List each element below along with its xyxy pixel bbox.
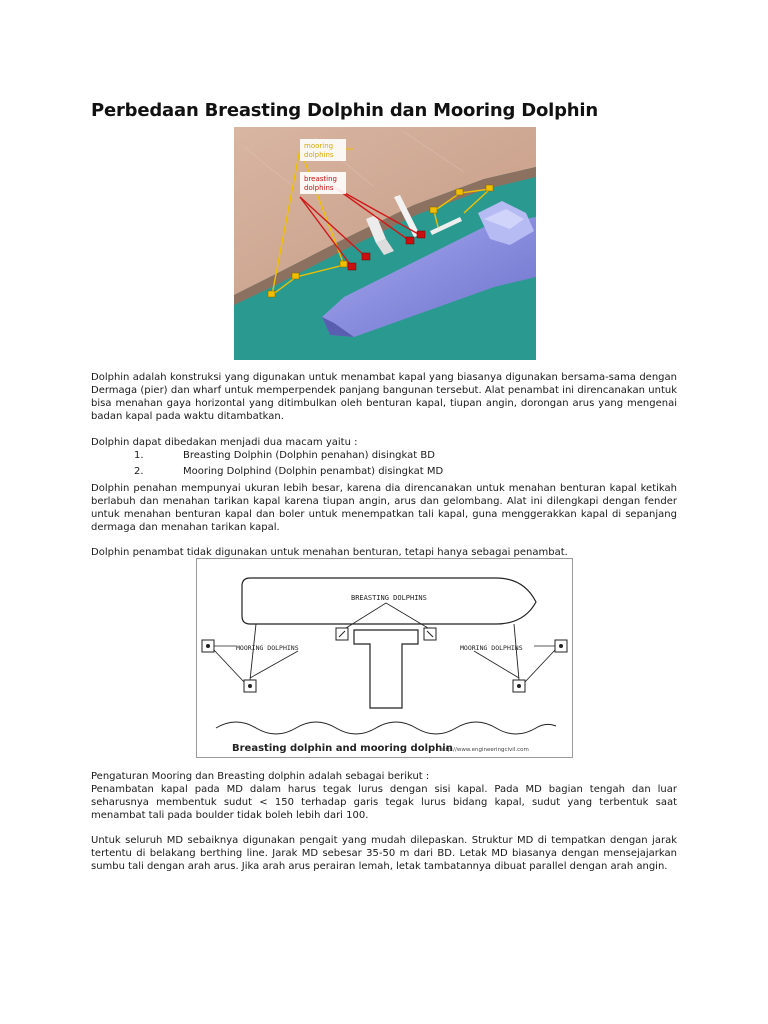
paragraph-arrangement-intro: Pengaturan Mooring dan Breasting dolphin adalah sebagai berikut : <box>91 771 430 782</box>
paragraph-types-intro: Dolphin dapat dibedakan menjadi dua macam yaitu : <box>91 437 358 448</box>
page-title: Perbedaan Breasting Dolphin dan Mooring Dolphin <box>91 100 598 121</box>
breasting-label-line1: breasting <box>304 175 337 183</box>
figure-source: http://www.engineeringcivil.com <box>440 747 529 753</box>
list-number: 2. <box>134 466 144 477</box>
figure-caption: Breasting dolphin and mooring dolphin <box>232 743 453 754</box>
breasting-dolphins-label: BREASTING DOLPHINS <box>351 594 427 602</box>
paragraph-arrangement: Penambatan kapal pada MD dalam harus tegak lurus dengan sisi kapal. Pada MD bagian tengah dan luar seharusnya membentuk sudut < 150 terhadap garis tegak lurus bidang kapal, sudut yang terbentuk saat menambat tali pada boulder tidak boleh lebih dari 100. <box>91 784 677 821</box>
paragraph-md-placement: Untuk seluruh MD sebaiknya digunakan pengait yang mudah dilepaskan. Struktur MD di tempatkan dengan jarak tertentu di belakang berthing line. Jarak MD sebesar 35-50 m dari BD. Letak MD biasanya dengan mensejajarkan sumbu tali dengan arah arus. Jika arah arus perairan lemah, letak tambatannya dibuat parallel dengan arah angin. <box>91 835 677 872</box>
paragraph-intro: Dolphin adalah konstruksi yang digunakan untuk menambat kapal yang biasanya digunakan bersama-sama dengan Dermaga (pier) dan wharf untuk memperpendek panjang bangunan tersebut. Alat penambat ini direncanakan untuk bisa menahan gaya horizontal yang ditimbulkan oleh benturan kapal, tiupan angin, dorongan arus yang mengenai badan kapal pada waktu ditambatkan. <box>91 372 677 422</box>
mooring-label-line1: mooring <box>304 142 334 150</box>
paragraph-breasting: Dolphin penahan mempunyai ukuran lebih besar, karena dia direncanakan untuk menahan benturan kapal ketikah berlabuh dan menahan tarikan kapal karena tiupan angin, arus dan gelombang. Alat ini dilengkapi dengan fender untuk menahan benturan kapal dan boler untuk menempatkan tali kapal, guna menggerakkan kapal di sepanjang dermaga dan menahan tarikan kapal. <box>91 483 677 533</box>
list-number: 1. <box>134 450 144 461</box>
paragraph-mooring: Dolphin penambat tidak digunakan untuk menahan benturan, tetapi hanya sebagai penambat. <box>91 547 568 558</box>
mooring-dolphins-right-label: MOORING DOLPHINS <box>460 644 523 652</box>
list-text: Breasting Dolphin (Dolphin penahan) disingkat BD <box>183 450 435 461</box>
dolphin-aerial-illustration <box>234 127 536 360</box>
dolphin-layout-diagram <box>196 558 573 758</box>
breasting-label-line2: dolphins <box>304 184 334 192</box>
list-text: Mooring Dolphind (Dolphin penambat) disingkat MD <box>183 466 444 477</box>
mooring-dolphins-left-label: MOORING DOLPHINS <box>236 644 299 652</box>
mooring-label-line2: dolphins <box>304 151 334 159</box>
